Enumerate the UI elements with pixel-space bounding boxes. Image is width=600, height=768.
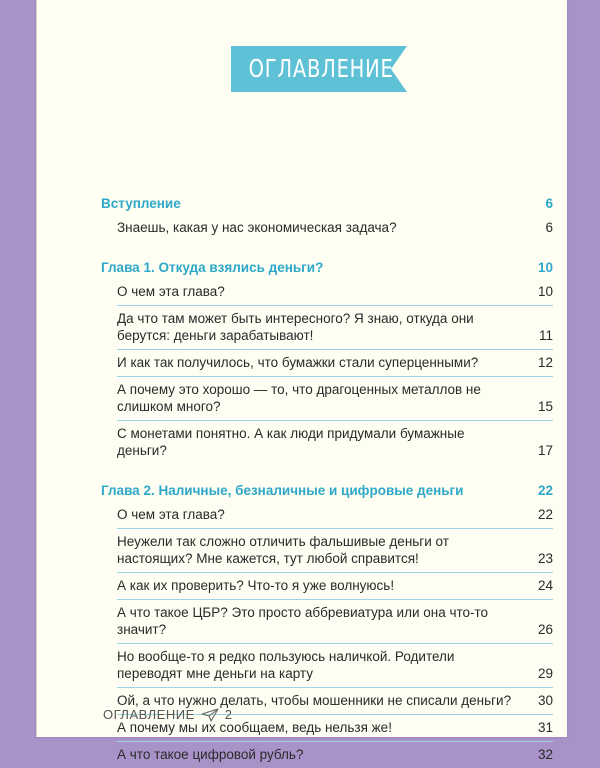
entry-title: Неужели так сложно отличить фальшивые деньги от настоящих? Мне кажется, тут любой справится! — [117, 534, 449, 566]
toc-entry[interactable] — [117, 279, 553, 306]
entry-page: 26 — [537, 622, 553, 637]
entry-page: 22 — [537, 507, 553, 522]
entry-title: Ой, а что нужно делать, чтобы мошенники не списали деньги? — [117, 693, 512, 708]
entry-page: 12 — [537, 355, 553, 370]
toc-entry[interactable] — [117, 306, 553, 350]
entry-page: 24 — [537, 578, 553, 593]
entry-title: Да что там может быть интересного? Я знаю, откуда они берутся: деньги зарабатывают! — [117, 311, 474, 343]
toc-entry[interactable] — [117, 350, 553, 377]
entry-title: Но вообще-то я редко пользуюсь наличкой. Родители переводят мне деньги на карту — [117, 649, 455, 681]
chapter-title: Вступление — [101, 196, 181, 211]
entry-page: 17 — [537, 443, 553, 458]
chapter-title: Глава 1. Откуда взялись деньги? — [101, 260, 324, 275]
page-title: ОГЛАВЛЕНИЕ — [248, 54, 394, 83]
entry-title: А почему мы их сообщаем, ведь нельзя же! — [117, 720, 392, 735]
toc-entry[interactable] — [117, 573, 553, 600]
chapter-2 — [101, 483, 553, 768]
toc-entry[interactable] — [117, 377, 553, 421]
toc-entry[interactable] — [117, 529, 553, 573]
entry-title: А что такое цифровой рубль? — [117, 747, 304, 762]
entry-page: 30 — [537, 693, 553, 708]
entry-title: А как их проверить? Что-то я уже волнуюсь! — [117, 578, 395, 593]
chapter-heading[interactable] — [101, 260, 553, 279]
toc-entry[interactable] — [117, 742, 553, 768]
entry-page: 15 — [537, 399, 553, 414]
title-banner — [231, 46, 407, 92]
toc-entry[interactable] — [117, 421, 553, 464]
chapter-title: Глава 2. Наличные, безналичные и цифровые деньги — [101, 483, 464, 498]
entry-title: А почему это хорошо — то, что драгоценных металлов не слишком много? — [117, 382, 481, 414]
entry-page: 11 — [538, 328, 553, 343]
chapter-entries — [117, 215, 553, 241]
entry-title: А что такое ЦБР? Это просто аббревиатура или она что-то значит? — [117, 605, 489, 637]
chapter-entries — [117, 279, 553, 464]
toc-entry[interactable] — [117, 215, 553, 241]
chapter-page: 10 — [537, 260, 553, 275]
entry-page: 31 — [537, 720, 553, 735]
paper-plane-icon — [201, 708, 219, 722]
toc-entry[interactable] — [117, 502, 553, 529]
chapter-heading[interactable] — [101, 196, 553, 215]
footer-label: ОГЛАВЛЕНИЕ — [103, 707, 195, 722]
chapter-1 — [101, 260, 553, 464]
page-footer — [103, 707, 233, 722]
entry-page: 6 — [545, 220, 553, 235]
chapter-entries — [117, 502, 553, 768]
entry-page: 10 — [537, 284, 553, 299]
entry-title: О чем эта глава? — [117, 507, 225, 522]
entry-title: И как так получилось, что бумажки стали суперценными? — [117, 355, 479, 370]
entry-page: 32 — [537, 747, 553, 762]
entry-title: Знаешь, какая у нас экономическая задача? — [117, 220, 397, 235]
entry-title: С монетами понятно. А как люди придумали бумажные деньги? — [117, 426, 465, 458]
entry-page: 29 — [537, 666, 553, 681]
toc-entry[interactable] — [117, 600, 553, 644]
entry-page: 23 — [537, 551, 553, 566]
chapter-intro — [101, 196, 553, 241]
chapter-heading[interactable] — [101, 483, 553, 502]
entry-title: О чем эта глава? — [117, 284, 225, 299]
footer-page-number: 2 — [224, 707, 233, 722]
chapter-page: 22 — [537, 483, 553, 498]
chapter-page: 6 — [545, 196, 553, 211]
table-of-contents — [101, 192, 553, 768]
book-page — [36, 0, 567, 762]
toc-entry[interactable] — [117, 644, 553, 688]
